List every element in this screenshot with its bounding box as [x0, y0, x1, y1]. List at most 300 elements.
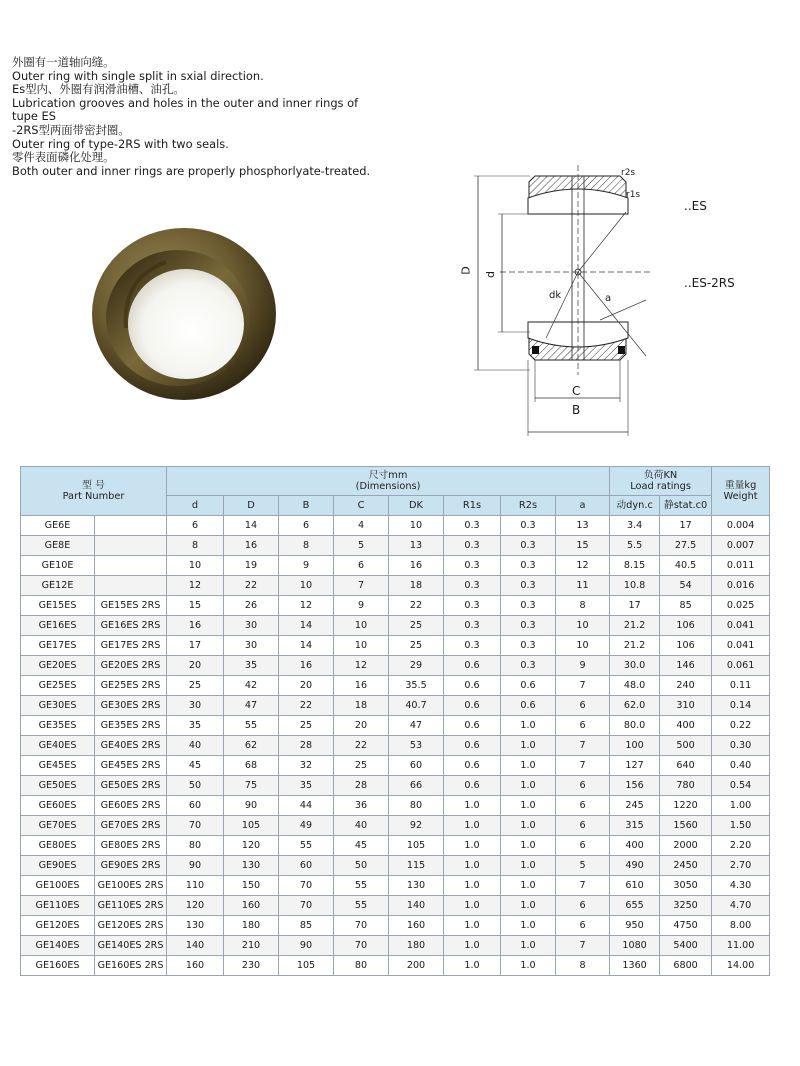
cell-a: 6	[556, 816, 610, 836]
cell-weight: 1.00	[712, 796, 770, 816]
cell-a: 7	[556, 676, 610, 696]
cell-d: 8	[167, 536, 224, 556]
table-row	[21, 876, 770, 896]
note-line: Lubrication grooves and holes in the outer and inner rings of	[12, 95, 359, 110]
seal	[532, 346, 539, 354]
cell-D: 210	[224, 936, 279, 956]
cell-a: 8	[556, 956, 610, 976]
cell-part-number-2rs: GE20ES 2RS	[95, 656, 167, 676]
cell-weight: 1.50	[712, 816, 770, 836]
table-row	[21, 676, 770, 696]
cell-Dk: 29	[389, 656, 444, 676]
table-row	[21, 516, 770, 536]
cell-part-number: GE17ES	[21, 636, 95, 656]
table-row	[21, 576, 770, 596]
cell-part-number: GE6E	[21, 516, 95, 536]
cell-D: 16	[224, 536, 279, 556]
cell-load-dyn: 21.2	[610, 616, 660, 636]
cell-part-number: GE70ES	[21, 816, 95, 836]
header-model-cn: 型 号	[82, 480, 105, 491]
cell-d: 16	[167, 616, 224, 636]
cell-D: 130	[224, 856, 279, 876]
cell-load-stat: 106	[660, 636, 712, 656]
cell-B: 16	[279, 656, 334, 676]
cell-part-number: GE45ES	[21, 756, 95, 776]
cell-weight: 4.30	[712, 876, 770, 896]
cell-weight: 0.54	[712, 776, 770, 796]
col-header: 动dyn.c	[610, 496, 660, 516]
cell-R2s: 1.0	[501, 736, 556, 756]
cell-d: 50	[167, 776, 224, 796]
cell-R2s: 1.0	[501, 796, 556, 816]
cell-C: 55	[334, 896, 389, 916]
note-line: 外圈有一道轴向缝。	[12, 55, 115, 69]
header-model	[21, 467, 167, 516]
cell-R1s: 0.6	[444, 656, 501, 676]
cell-R1s: 0.3	[444, 536, 501, 556]
cell-D: 180	[224, 916, 279, 936]
table-row	[21, 536, 770, 556]
cell-Dk: 130	[389, 876, 444, 896]
cell-B: 14	[279, 616, 334, 636]
cell-R1s: 1.0	[444, 856, 501, 876]
cell-a: 6	[556, 776, 610, 796]
cell-C: 45	[334, 836, 389, 856]
cell-C: 55	[334, 876, 389, 896]
cell-R2s: 0.3	[501, 596, 556, 616]
cell-load-dyn: 400	[610, 836, 660, 856]
cell-part-number: GE30ES	[21, 696, 95, 716]
cell-R2s: 1.0	[501, 896, 556, 916]
cell-weight: 0.025	[712, 596, 770, 616]
cell-part-number: GE16ES	[21, 616, 95, 636]
cell-load-stat: 3250	[660, 896, 712, 916]
cell-part-number-2rs: GE80ES 2RS	[95, 836, 167, 856]
cell-weight: 0.22	[712, 716, 770, 736]
cell-part-number-2rs: GE17ES 2RS	[95, 636, 167, 656]
header-dimensions	[167, 467, 610, 496]
table-row	[21, 896, 770, 916]
cell-C: 70	[334, 916, 389, 936]
cell-R2s: 0.3	[501, 656, 556, 676]
label-a: a	[605, 293, 612, 304]
cell-part-number: GE80ES	[21, 836, 95, 856]
label-B: B	[572, 403, 581, 417]
bore-hole	[128, 269, 244, 379]
cell-D: 14	[224, 516, 279, 536]
cell-R1s: 0.6	[444, 776, 501, 796]
col-header: C	[334, 496, 389, 516]
cell-a: 11	[556, 576, 610, 596]
cell-part-number-2rs: GE110ES 2RS	[95, 896, 167, 916]
cell-C: 10	[334, 616, 389, 636]
cell-D: 19	[224, 556, 279, 576]
cell-part-number-2rs: GE50ES 2RS	[95, 776, 167, 796]
cell-D: 30	[224, 636, 279, 656]
cell-load-stat: 6800	[660, 956, 712, 976]
cell-B: 35	[279, 776, 334, 796]
cell-Dk: 47	[389, 716, 444, 736]
cell-load-dyn: 30.0	[610, 656, 660, 676]
cell-weight: 0.041	[712, 616, 770, 636]
cell-Dk: 160	[389, 916, 444, 936]
cell-weight: 14.00	[712, 956, 770, 976]
cell-part-number-2rs	[95, 556, 167, 576]
cell-Dk: 80	[389, 796, 444, 816]
cell-load-stat: 400	[660, 716, 712, 736]
cross-section-drawing	[450, 160, 780, 450]
cell-part-number-2rs: GE16ES 2RS	[95, 616, 167, 636]
cell-part-number: GE50ES	[21, 776, 95, 796]
cell-B: 10	[279, 576, 334, 596]
cell-R2s: 1.0	[501, 956, 556, 976]
cell-a: 7	[556, 756, 610, 776]
note-line: 零件表面磷化处理。	[12, 150, 115, 165]
cell-weight: 0.007	[712, 536, 770, 556]
bearing-photo	[86, 218, 286, 408]
cell-Dk: 53	[389, 736, 444, 756]
cell-B: 49	[279, 816, 334, 836]
cell-D: 35	[224, 656, 279, 676]
cell-Dk: 35.5	[389, 676, 444, 696]
cell-C: 70	[334, 936, 389, 956]
cell-part-number-2rs: GE90ES 2RS	[95, 856, 167, 876]
cell-d: 6	[167, 516, 224, 536]
note-line: Both outer and inner rings are properly phosphorlyate-treated.	[12, 163, 371, 178]
cell-R2s: 0.3	[501, 576, 556, 596]
cell-load-stat: 146	[660, 656, 712, 676]
cell-D: 150	[224, 876, 279, 896]
cell-C: 16	[334, 676, 389, 696]
cell-R1s: 1.0	[444, 836, 501, 856]
cell-weight: 0.11	[712, 676, 770, 696]
cell-load-stat: 310	[660, 696, 712, 716]
cell-load-stat: 4750	[660, 916, 712, 936]
cell-B: 20	[279, 676, 334, 696]
cell-a: 6	[556, 916, 610, 936]
note-line: -2RS型两面带密封圈。	[12, 122, 130, 137]
cell-D: 55	[224, 716, 279, 736]
cell-weight: 0.30	[712, 736, 770, 756]
cell-a: 15	[556, 536, 610, 556]
cell-load-dyn: 1080	[610, 936, 660, 956]
cell-B: 70	[279, 876, 334, 896]
cell-R1s: 1.0	[444, 796, 501, 816]
cell-B: 28	[279, 736, 334, 756]
cell-load-stat: 640	[660, 756, 712, 776]
cell-d: 120	[167, 896, 224, 916]
cell-load-stat: 85	[660, 596, 712, 616]
cell-part-number-2rs: GE100ES 2RS	[95, 876, 167, 896]
cell-a: 8	[556, 596, 610, 616]
note-line: Outer ring of type-2RS with two seals.	[12, 136, 229, 151]
cell-load-stat: 54	[660, 576, 712, 596]
cell-weight: 2.20	[712, 836, 770, 856]
cell-B: 90	[279, 936, 334, 956]
table-row	[21, 916, 770, 936]
cell-load-dyn: 610	[610, 876, 660, 896]
cell-Dk: 13	[389, 536, 444, 556]
cell-a: 6	[556, 796, 610, 816]
cell-a: 13	[556, 516, 610, 536]
cell-load-stat: 27.5	[660, 536, 712, 556]
cell-R1s: 0.3	[444, 636, 501, 656]
cell-R2s: 0.3	[501, 556, 556, 576]
cell-R1s: 0.6	[444, 736, 501, 756]
cell-weight: 0.061	[712, 656, 770, 676]
cell-part-number: GE8E	[21, 536, 95, 556]
cell-load-stat: 106	[660, 616, 712, 636]
cell-R2s: 0.3	[501, 636, 556, 656]
cell-part-number: GE140ES	[21, 936, 95, 956]
cell-load-dyn: 245	[610, 796, 660, 816]
cell-d: 12	[167, 576, 224, 596]
cell-load-stat: 17	[660, 516, 712, 536]
cell-weight: 8.00	[712, 916, 770, 936]
cell-part-number: GE160ES	[21, 956, 95, 976]
cell-part-number: GE100ES	[21, 876, 95, 896]
cell-load-dyn: 1360	[610, 956, 660, 976]
cell-part-number: GE25ES	[21, 676, 95, 696]
label-series-es: ..ES	[684, 199, 707, 213]
cell-load-dyn: 17	[610, 596, 660, 616]
cell-D: 160	[224, 896, 279, 916]
col-header: R2s	[501, 496, 556, 516]
cell-Dk: 40.7	[389, 696, 444, 716]
cell-C: 28	[334, 776, 389, 796]
cell-R2s: 1.0	[501, 876, 556, 896]
cell-d: 35	[167, 716, 224, 736]
cell-load-stat: 5400	[660, 936, 712, 956]
cell-R1s: 0.3	[444, 576, 501, 596]
cell-Dk: 16	[389, 556, 444, 576]
cell-load-dyn: 315	[610, 816, 660, 836]
cell-B: 9	[279, 556, 334, 576]
label-r2s: r2s	[621, 168, 636, 178]
cell-R2s: 1.0	[501, 716, 556, 736]
label-d: d	[483, 271, 497, 278]
cell-R1s: 0.6	[444, 676, 501, 696]
cell-R2s: 1.0	[501, 856, 556, 876]
table-row	[21, 696, 770, 716]
cell-C: 10	[334, 636, 389, 656]
cell-Dk: 140	[389, 896, 444, 916]
cell-a: 5	[556, 856, 610, 876]
cell-a: 10	[556, 636, 610, 656]
header-load-en: Load ratings	[630, 481, 691, 492]
cell-part-number: GE40ES	[21, 736, 95, 756]
cell-part-number-2rs: GE15ES 2RS	[95, 596, 167, 616]
col-header: D	[224, 496, 279, 516]
cell-d: 110	[167, 876, 224, 896]
col-header: a	[556, 496, 610, 516]
cell-load-stat: 3050	[660, 876, 712, 896]
table-row	[21, 936, 770, 956]
cell-R1s: 1.0	[444, 816, 501, 836]
cell-load-dyn: 3.4	[610, 516, 660, 536]
cell-load-stat: 780	[660, 776, 712, 796]
cell-a: 6	[556, 716, 610, 736]
spec-table	[20, 466, 770, 976]
cell-C: 50	[334, 856, 389, 876]
table-row	[21, 796, 770, 816]
cell-load-stat: 40.5	[660, 556, 712, 576]
cell-R2s: 0.3	[501, 516, 556, 536]
table-row	[21, 956, 770, 976]
cell-a: 7	[556, 736, 610, 756]
cell-d: 30	[167, 696, 224, 716]
header-dims-cn: 尺寸mm	[368, 470, 408, 481]
table-row	[21, 636, 770, 656]
cell-R2s: 1.0	[501, 836, 556, 856]
cell-B: 6	[279, 516, 334, 536]
cell-R2s: 1.0	[501, 776, 556, 796]
cell-Dk: 180	[389, 936, 444, 956]
cell-Dk: 25	[389, 636, 444, 656]
header-weight-cn: 重量kg	[724, 480, 757, 491]
cell-Dk: 66	[389, 776, 444, 796]
cell-R1s: 1.0	[444, 876, 501, 896]
cell-d: 60	[167, 796, 224, 816]
col-header: R1s	[444, 496, 501, 516]
cell-B: 55	[279, 836, 334, 856]
cell-B: 32	[279, 756, 334, 776]
label-series-2rs: ..ES-2RS	[684, 276, 735, 290]
cell-d: 160	[167, 956, 224, 976]
cell-d: 20	[167, 656, 224, 676]
cell-d: 70	[167, 816, 224, 836]
cell-R1s: 0.6	[444, 716, 501, 736]
table-row	[21, 716, 770, 736]
cell-part-number-2rs: GE140ES 2RS	[95, 936, 167, 956]
cell-R2s: 1.0	[501, 756, 556, 776]
cell-Dk: 60	[389, 756, 444, 776]
cell-load-stat: 2000	[660, 836, 712, 856]
cell-a: 7	[556, 936, 610, 956]
cell-d: 17	[167, 636, 224, 656]
cell-D: 68	[224, 756, 279, 776]
cell-R2s: 1.0	[501, 936, 556, 956]
cell-B: 12	[279, 596, 334, 616]
cell-part-number-2rs: GE40ES 2RS	[95, 736, 167, 756]
cell-part-number: GE90ES	[21, 856, 95, 876]
cell-R1s: 0.3	[444, 616, 501, 636]
cell-part-number-2rs	[95, 516, 167, 536]
cell-load-dyn: 127	[610, 756, 660, 776]
table-row	[21, 856, 770, 876]
cell-R1s: 0.6	[444, 696, 501, 716]
cell-R1s: 1.0	[444, 896, 501, 916]
cell-C: 4	[334, 516, 389, 536]
cell-load-dyn: 8.15	[610, 556, 660, 576]
cell-load-dyn: 950	[610, 916, 660, 936]
cell-D: 90	[224, 796, 279, 816]
cell-Dk: 18	[389, 576, 444, 596]
cell-C: 20	[334, 716, 389, 736]
header-dims-en: (Dimensions)	[355, 481, 421, 492]
cell-load-dyn: 10.8	[610, 576, 660, 596]
cell-load-dyn: 80.0	[610, 716, 660, 736]
cell-R1s: 0.3	[444, 596, 501, 616]
cell-load-dyn: 5.5	[610, 536, 660, 556]
cell-part-number-2rs: GE30ES 2RS	[95, 696, 167, 716]
cell-load-stat: 1560	[660, 816, 712, 836]
cell-B: 70	[279, 896, 334, 916]
cell-D: 47	[224, 696, 279, 716]
cell-R1s: 0.6	[444, 756, 501, 776]
cell-C: 36	[334, 796, 389, 816]
cell-D: 105	[224, 816, 279, 836]
cell-C: 40	[334, 816, 389, 836]
table-row	[21, 776, 770, 796]
label-C: C	[572, 384, 581, 398]
cell-D: 120	[224, 836, 279, 856]
cell-R2s: 0.6	[501, 676, 556, 696]
cell-R2s: 0.6	[501, 696, 556, 716]
cell-part-number: GE110ES	[21, 896, 95, 916]
table-row	[21, 756, 770, 776]
header-weight	[712, 467, 770, 516]
cell-R2s: 0.3	[501, 536, 556, 556]
cell-D: 75	[224, 776, 279, 796]
col-header: B	[279, 496, 334, 516]
cell-load-dyn: 100	[610, 736, 660, 756]
header-model-en: Part Number	[62, 491, 125, 502]
cell-weight: 4.70	[712, 896, 770, 916]
cell-weight: 11.00	[712, 936, 770, 956]
cell-part-number: GE20ES	[21, 656, 95, 676]
cell-part-number-2rs: GE60ES 2RS	[95, 796, 167, 816]
cell-part-number: GE35ES	[21, 716, 95, 736]
cell-D: 30	[224, 616, 279, 636]
header-load	[610, 467, 712, 496]
col-header: d	[167, 496, 224, 516]
cell-C: 5	[334, 536, 389, 556]
cell-Dk: 22	[389, 596, 444, 616]
cell-part-number: GE60ES	[21, 796, 95, 816]
cell-d: 25	[167, 676, 224, 696]
table-row	[21, 556, 770, 576]
cell-d: 10	[167, 556, 224, 576]
table-row	[21, 736, 770, 756]
cell-d: 80	[167, 836, 224, 856]
cell-a: 6	[556, 836, 610, 856]
note-line: Outer ring with single split in sxial direction.	[12, 68, 264, 83]
cell-part-number-2rs: GE35ES 2RS	[95, 716, 167, 736]
cell-load-dyn: 490	[610, 856, 660, 876]
cell-load-dyn: 48.0	[610, 676, 660, 696]
cell-part-number-2rs: GE160ES 2RS	[95, 956, 167, 976]
cell-load-dyn: 655	[610, 896, 660, 916]
cell-weight: 0.041	[712, 636, 770, 656]
cell-part-number-2rs: GE120ES 2RS	[95, 916, 167, 936]
cell-R1s: 1.0	[444, 936, 501, 956]
cell-a: 6	[556, 896, 610, 916]
cell-B: 60	[279, 856, 334, 876]
header-load-cn: 负荷KN	[643, 470, 678, 481]
cell-Dk: 25	[389, 616, 444, 636]
cell-part-number-2rs	[95, 576, 167, 596]
table-row	[21, 596, 770, 616]
cell-part-number: GE15ES	[21, 596, 95, 616]
cell-Dk: 10	[389, 516, 444, 536]
cell-D: 26	[224, 596, 279, 616]
cell-C: 9	[334, 596, 389, 616]
cell-a: 12	[556, 556, 610, 576]
cell-B: 25	[279, 716, 334, 736]
cell-part-number: GE12E	[21, 576, 95, 596]
seal	[618, 346, 625, 354]
